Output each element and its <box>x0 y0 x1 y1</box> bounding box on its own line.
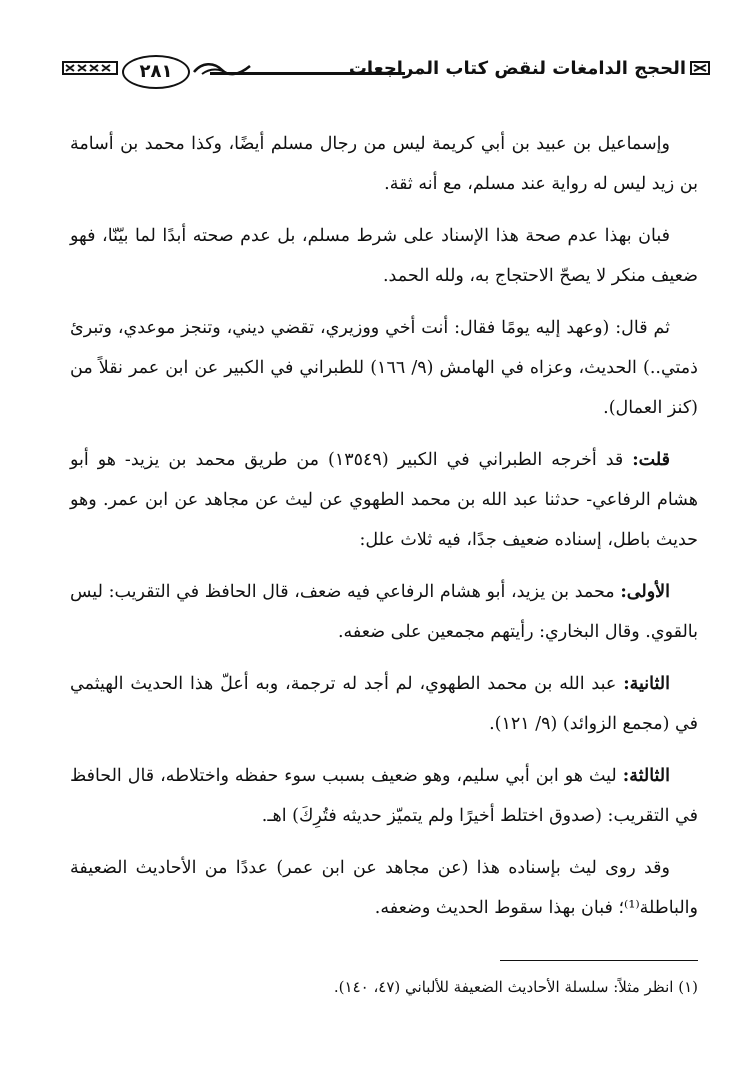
paragraph <box>70 664 698 744</box>
paragraph <box>70 308 698 428</box>
body-text <box>70 124 698 940</box>
paragraph-lead: الثانية: <box>623 674 670 694</box>
footnote: (١) انظر مثلاً: سلسلة الأحاديث الضعيفة للألباني (٤٧، ١٤٠). <box>333 978 698 996</box>
paragraph-text: فبان بهذا عدم صحة هذا الإسناد على شرط مسلم، بل عدم صحته أبدًا لما بيّنّا، فهو ضعيف منكر لا يصحّ الاحتجاج به، ولله الحمد. <box>70 226 698 286</box>
paragraph <box>70 124 698 204</box>
header-ornament-right <box>690 60 710 76</box>
paragraph <box>70 848 698 928</box>
paragraph-text: ليث هو ابن أبي سليم، وهو ضعيف بسبب سوء حفظه واختلاطه، قال الحافظ في التقريب: (صدوق اختلط أخيرًا ولم يتميّز حديثه فتُرِكَ) اهـ. <box>70 766 698 826</box>
paragraph-text: عبد الله بن محمد الطهوي، لم أجد له ترجمة، وبه أعلّ هذا الحديث الهيثمي في (مجمع الزوائد) (٩/ ١٢١). <box>70 674 698 734</box>
paragraph-lead: الثالثة: <box>622 766 670 786</box>
paragraph <box>70 756 698 836</box>
paragraph-text: محمد بن يزيد، أبو هشام الرفاعي فيه ضعف، قال الحافظ في التقريب: ليس بالقوي. وقال البخاري: رأيتهم مجمعين على ضعفه. <box>70 582 698 642</box>
header-ornament-left <box>62 60 118 76</box>
paragraph <box>70 572 698 652</box>
paragraph-lead: قلت: <box>632 450 670 470</box>
header-flourish <box>192 58 252 80</box>
paragraph <box>70 216 698 296</box>
header-title: الحجج الدامغات لنقض كتاب المراجعات <box>348 58 686 79</box>
paragraph-text: وإسماعيل بن عبيد بن أبي كريمة ليس من رجال مسلم أيضًا، وكذا محمد بن أسامة بن زيد ليس له رواية عند مسلم، مع أنه ثقة. <box>70 134 698 194</box>
paragraph-lead: الأولى: <box>620 582 670 602</box>
page-number: ٢٨١ <box>122 55 190 89</box>
running-header <box>60 52 710 92</box>
paragraph-text: قد أخرجه الطبراني في الكبير (١٣٥٤٩) من طريق محمد بن يزيد- هو أبو هشام الرفاعي- حدثنا عبد الله بن محمد الطهوي عن ليث عن مجاهد عن ابن عمر. وهو حديث باطل، إسناده ضعيف جدًا، فيه ثلاث علل: <box>70 450 698 550</box>
paragraph-text: وقد روى ليث بإسناده هذا (عن مجاهد عن ابن عمر) عددًا من الأحاديث الضعيفة والباطلة⁽¹⁾؛ فبان بهذا سقوط الحديث وضعفه. <box>70 858 698 918</box>
footnote-divider <box>500 960 698 961</box>
paragraph <box>70 440 698 560</box>
paragraph-text: ثم قال: (وعهد إليه يومًا فقال: أنت أخي ووزيري، تقضي ديني، وتنجز موعدي، وتبرئ ذمتي..) الحديث، وعزاه في الهامش (٩/ ١٦٦) للطبراني في الكبير عن ابن عمر نقلاً من (كنز العمال). <box>70 318 698 418</box>
